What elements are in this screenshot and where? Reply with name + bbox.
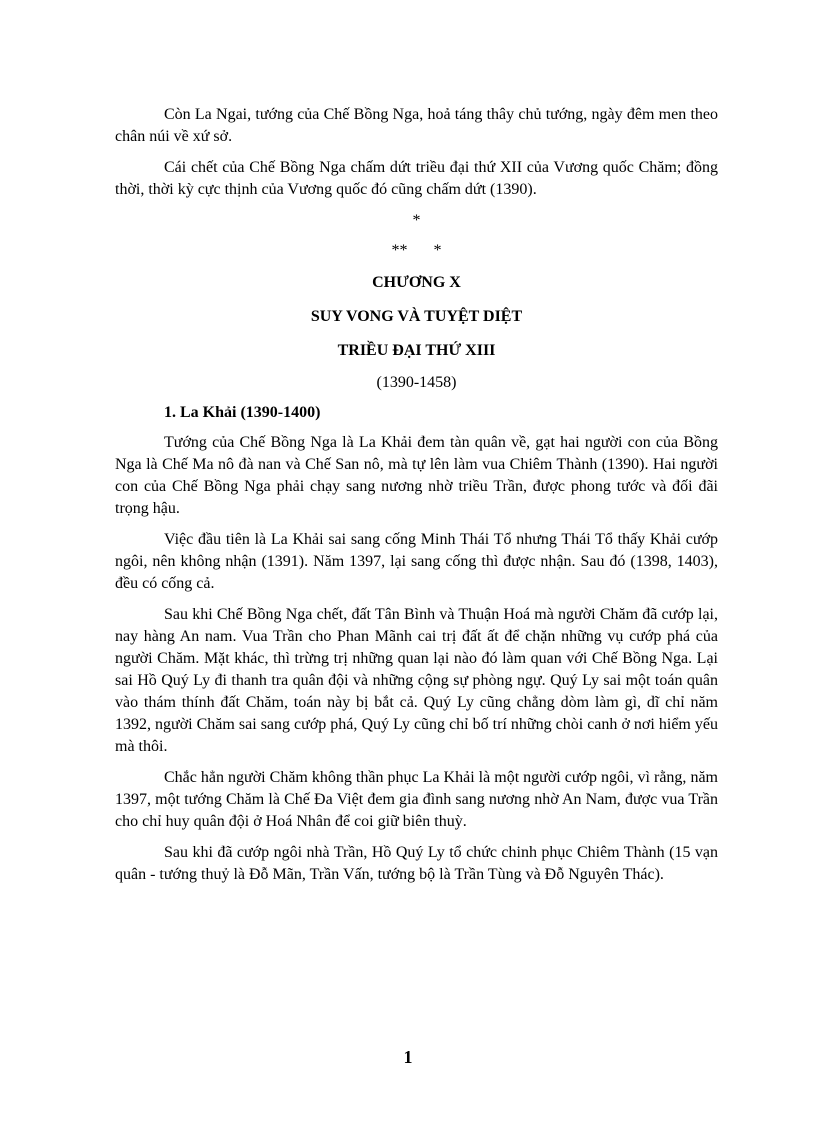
separator-stars-left: ** [391,242,408,259]
paragraph: Sau khi Chế Bồng Nga chết, đất Tân Bình và Thuận Hoá mà người Chăm đã cướp lại, nay hàng An nam. Vua Trần cho Phan Mãnh cai trị đất ất để chặn những vụ cướp phá của người Chăm. Mặt khác, thì trừng trị những quan lại nào đó làm quan với Chế Bồng Nga. Lại sai Hồ Quý Ly đi thanh tra quân đội và những cộng sự phòng ngự. Quý Ly sai một toán quân vào thám thính đất Chăm, toán này bị bắt cả. Quý Ly cũng chẳng dòm làm gì, dĩ chỉ năm 1392, người Chăm sai sang cướp phá, Quý Ly cũng chỉ bố trí những chòi canh ở nơi hiểm yếu mà thôi. [115,606,718,755]
paragraph: Còn La Ngai, tướng của Chế Bồng Nga, hoả táng thây chủ tướng, ngày đêm men theo chân núi về xứ sở. [115,106,718,145]
page-content [115,104,718,895]
paragraph: Sau khi đã cướp ngôi nhà Trần, Hồ Quý Ly tổ chức chinh phục Chiêm Thành (15 vạn quân - tướng thuỷ là Đỗ Mãn, Trần Vấn, tướng bộ là Trần Tùng và Đỗ Nguyên Thác). [115,844,718,883]
paragraph: Tướng của Chế Bồng Nga là La Khải đem tàn quân về, gạt hai người con của Bồng Nga là Chế Ma nô đà nan và Chế San nô, mà tự lên làm vua Chiêm Thành (1390). Hai người con của Chế Bồng Nga phải chạy sang nương nhờ triều Trần, được phong tước và đối đãi trọng hậu. [115,434,718,517]
separator-stars-right: * [433,242,442,259]
section-heading: 1. La Khải (1390-1400) [164,404,321,421]
separator-star: * [412,212,421,229]
separator-stars [115,240,718,262]
chapter-subtitle-dynasty: TRIỀU ĐẠI THỨ XIII [337,342,496,359]
paragraph: Việc đầu tiên là La Khải sai sang cống Minh Thái Tổ nhưng Thái Tổ thấy Khải cướp ngôi, nên không nhận (1391). Năm 1397, lại sang cống thì được nhận. Sau đó (1398, 1403), đều có cống cả. [115,531,718,592]
paragraph: Cái chết của Chế Bồng Nga chấm dứt triều đại thứ XII của Vương quốc Chăm; đồng thời, thời kỳ cực thịnh của Vương quốc đó cũng chấm dứt (1390). [115,159,718,198]
chapter-title: CHƯƠNG X [372,274,461,291]
page-number: 1 [403,1047,413,1067]
chapter-subtitle: SUY VONG VÀ TUYỆT DIỆT [310,308,523,325]
chapter-years: (1390-1458) [376,374,457,391]
paragraph: Chắc hẳn người Chăm không thần phục La Khải là một người cướp ngôi, vì rằng, năm 1397, một tướng Chăm là Chế Đa Việt đem gia đình sang nương nhờ An Nam, được vua Trần cho chỉ huy quân đội ở Hoá Nhân để coi giữ biên thuỳ. [115,769,718,830]
